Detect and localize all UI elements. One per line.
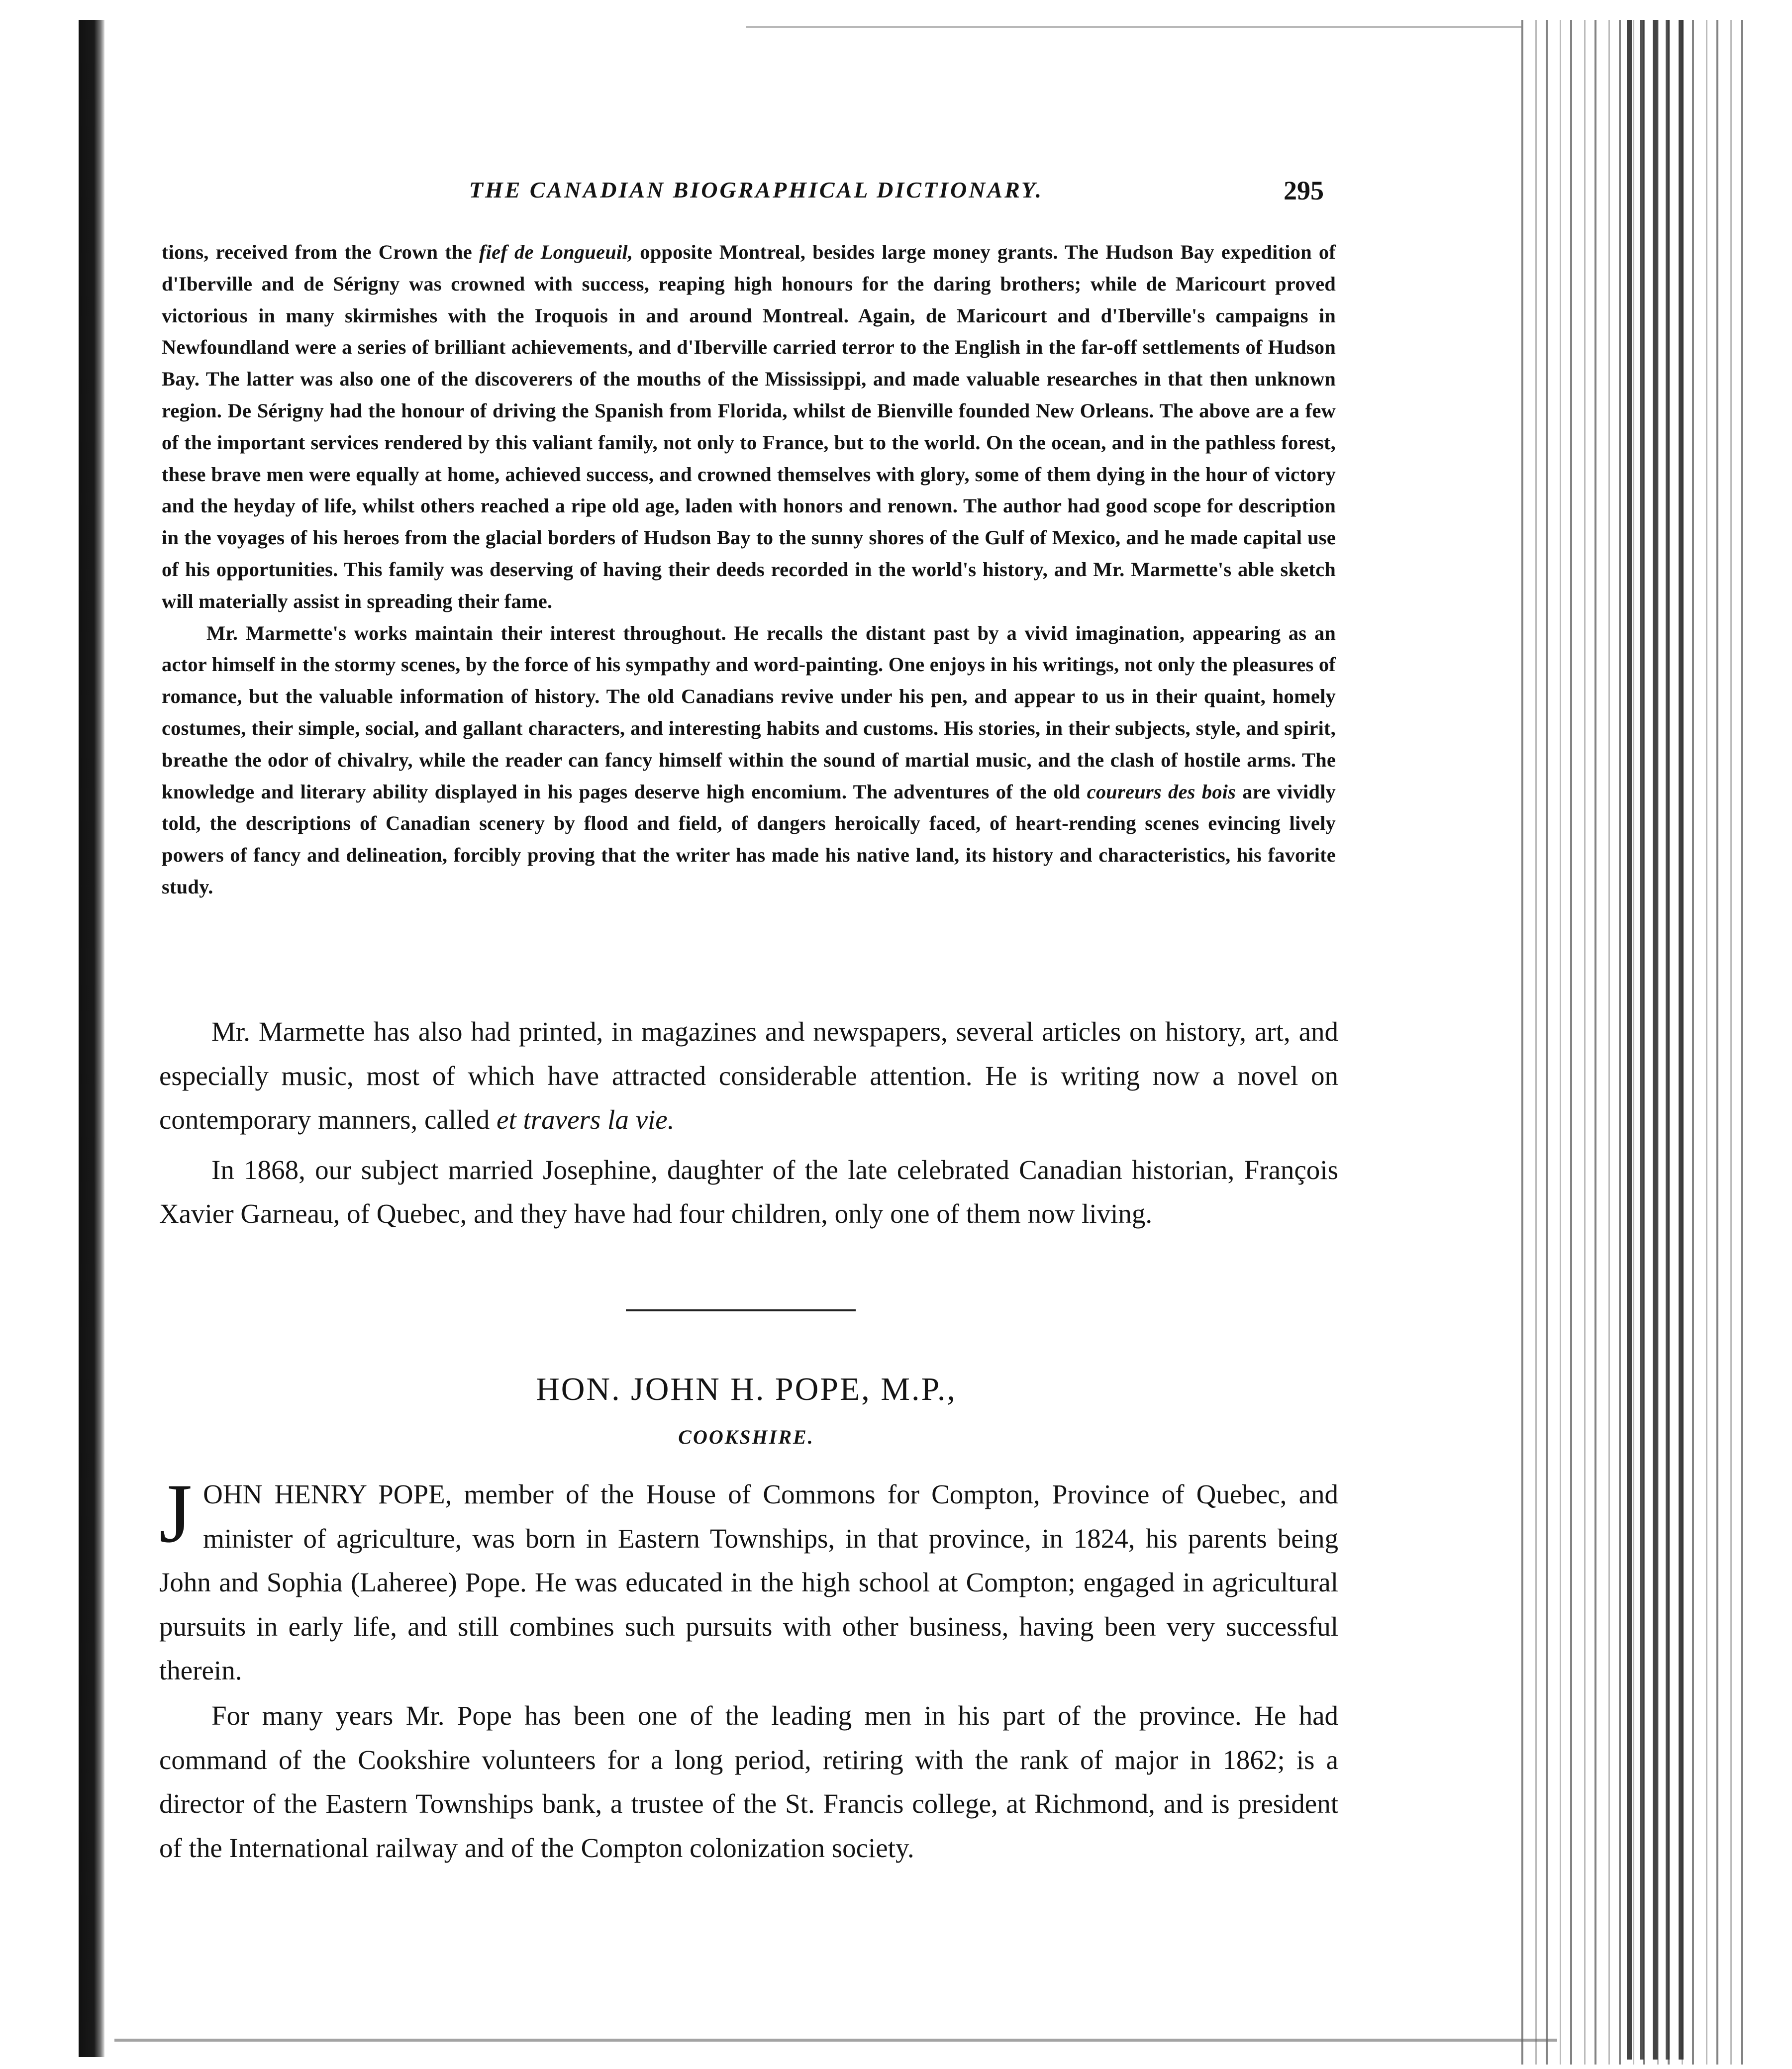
page-number: 295 [1284,176,1324,205]
text-run: For many years Mr. Pope has been one of the leading men in his part of the province. He had command of the Cookshire volunteers for a long period, retiring with the rank of major in 1862; is a director of the Eastern Townships bank, a trustee of the St. Francis college, at Richmond, and is president of the International railway and of the Compton colonization society. [159,1700,1338,1863]
entry-heading: HON. JOHN H. POPE, M.P., [536,1371,957,1407]
scan-artifact-bottom [114,2039,1557,2042]
text-run: are vividly told, the descriptions of Canadian scenery by flood and field, of dangers heroically faced, of heart-rending scenes evincing lively powers of fancy and delineation, forcibly proving that the writer has made his native land, its history and characteristics, his favorite study. [162,780,1336,898]
running-title: THE CANADIAN BIOGRAPHICAL DICTIONARY. [469,177,1044,202]
continued-text-block [162,236,1336,903]
text-run: OHN HENRY POPE, member of the House of Commons for Compton, Province of Quebec, and minister of agriculture, was born in Eastern Townships, in that province, in 1824, his parents being John and Sophia (Laheree) Pope. He was educated in the high school at Compton; engaged in agricultural pursuits in early life, and still combines such pursuits with other business, having been very successful therein. [159,1479,1338,1685]
drop-cap: J [159,1467,193,1560]
paragraph-marmette-works [162,617,1336,903]
entry-paragraph-1 [159,1467,1338,1693]
scan-edge-shadow-right [1627,20,1692,2060]
text-run: tions, received from the Crown the [162,241,479,263]
text-run: opposite Montreal, besides large money grants. The Hudson Bay expedition of d'Iberville and de Sérigny was crowned with success, reaping high honours for the daring brothers; while de Maricourt proved victorious in many skirmishes with the Iroquois in and around Montreal. Again, de Maricourt and d'Iberville's campaigns in Newfoundland were a series of brilliant achievements, and d'Iberville carried terror to the English in the far-off settlements of Hudson Bay. The latter was also one of the discoverers of the mouths of the Mississippi, and made valuable researches in that then unknown region. De Sérigny had the honour of driving the Spanish from Florida, whilst de Bienville founded New Orleans. The above are a few of the important services rendered by this valiant family, not only to France, but to the world. On the ocean, and in the pathless forest, these brave men were equally at home, achieved success, and crowned themselves with glory, some of them dying in the hour of victory and the heyday of life, whilst others reached a ripe old age, laden with honors and renown. The author had good scope for description in the voyages of his heroes from the glacial borders of Hudson Bay to the sunny shores of the Gulf of Mexico, and he made capital use of his opportunities. This family was deserving of having their deeds recorded in the world's history, and Mr. Marmette's able sketch will materially assist in spreading their fame. [162,241,1336,612]
text-run: Mr. Marmette's works maintain their interest throughout. He recalls the distant past by a vivid imagination, appearing as an actor himself in the stormy scenes, by the force of his sympathy and word-painting. One enjoys in his writings, not only the pleasures of romance, but the valuable information of history. The old Canadians revive under his pen, and appear to us in their quaint, homely costumes, their simple, social, and gallant characters, and interesting habits and customs. His stories, in their subjects, style, and spirit, breathe the odor of chivalry, while the reader can fancy himself within the sound of martial music, and the clash of hostile arms. The knowledge and literary ability displayed in his pages deserve high encomium. The adventures of the old [162,621,1336,803]
italic-text: coureurs des bois [1087,780,1236,803]
marmette-closing-block [159,1010,1338,1236]
section-divider [626,1309,856,1311]
paragraph-marriage: In 1868, our subject married Josephine, daughter of the late celebrated Canadian historian, François Xavier Garneau, of Quebec, and they have had four children, only one of them now living. [159,1154,1338,1229]
italic-text: et travers la vie. [497,1104,675,1135]
paragraph-continuation [162,236,1336,617]
entry-location: COOKSHIRE. [678,1426,814,1448]
scan-artifact-top [746,26,1522,28]
text-run: Mr. Marmette has also had printed, in magazines and newspapers, several articles on history, art, and especially music, most of which have attracted considerable attention. He is writing now a novel on contemporary manners, called [159,1016,1338,1135]
italic-text: fief de Longueuil, [479,241,633,263]
entry-paragraph-2 [159,1694,1338,1870]
scan-edge-shadow-left [79,20,104,2057]
paragraph-articles [159,1010,1338,1142]
